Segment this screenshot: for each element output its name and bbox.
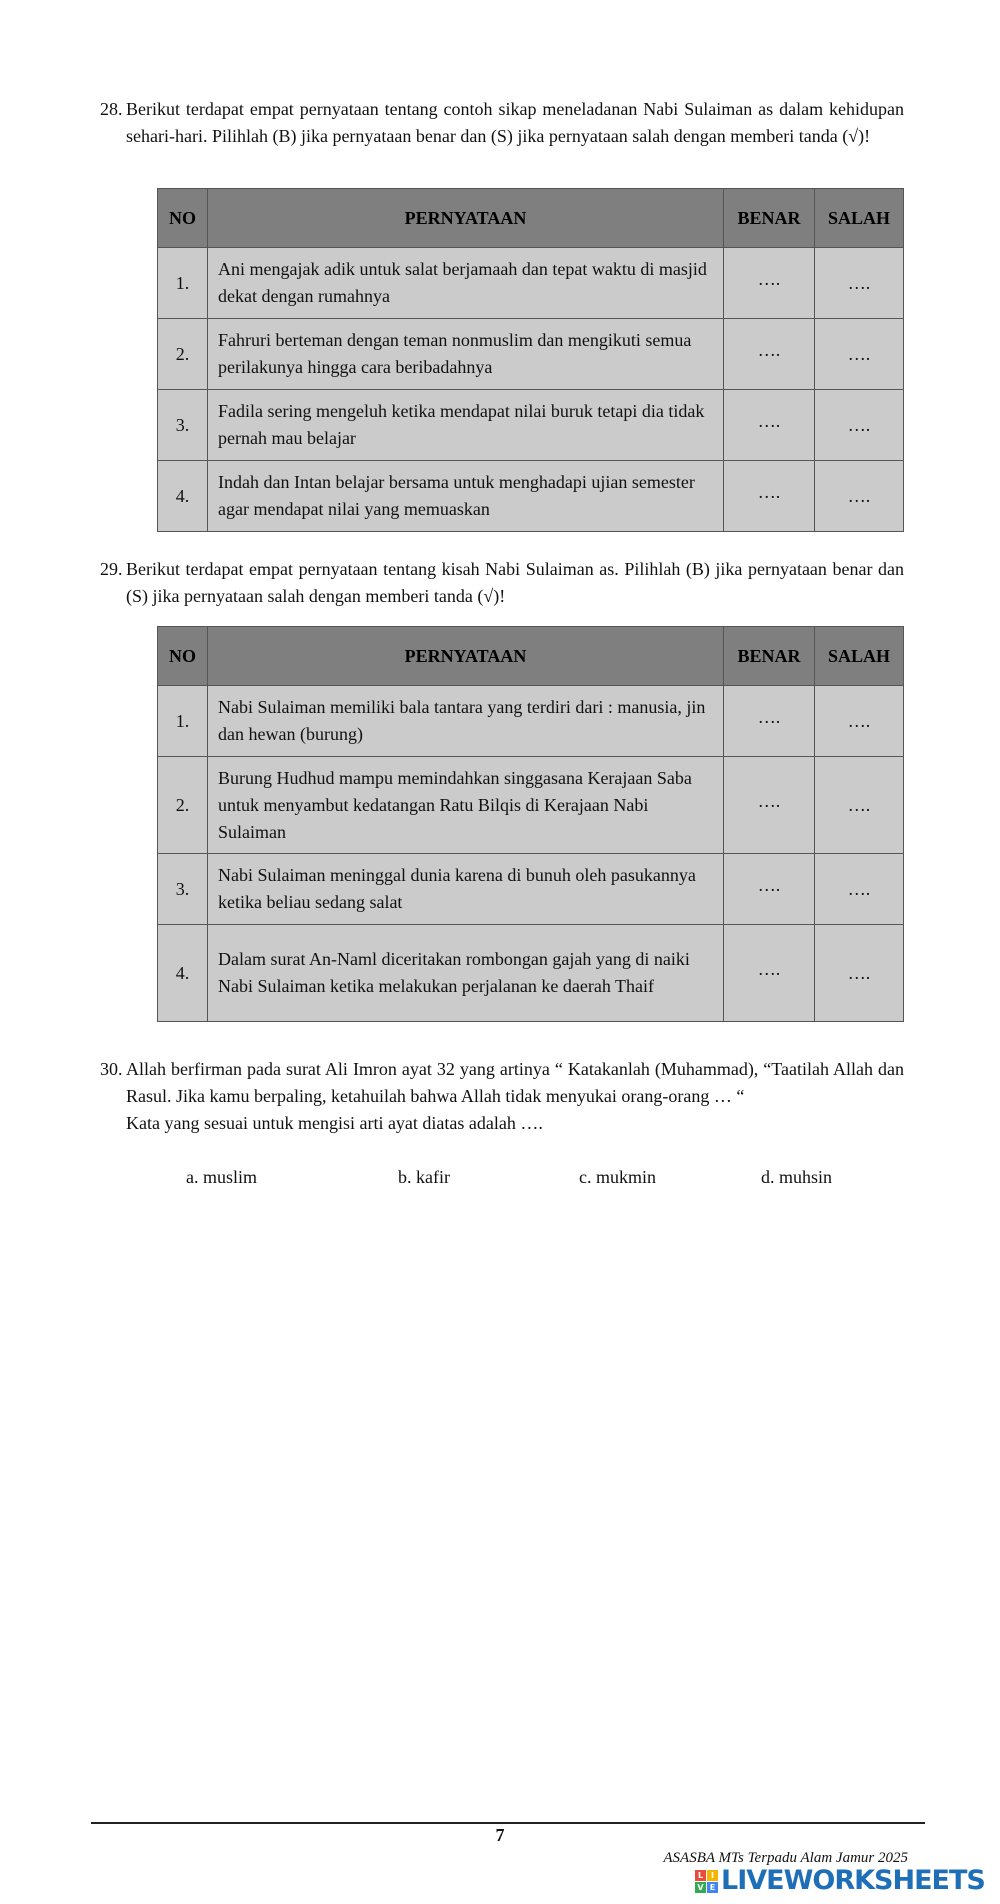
table-row: [158, 461, 904, 532]
row-number: 2.: [158, 319, 208, 390]
row-statement: Burung Hudhud mampu memindahkan singgasana Kerajaan Saba untuk menyambut kedatangan Ratu Bilqis di Kerajaan Nabi Sulaiman: [208, 757, 724, 854]
option-d[interactable]: d. muhsin: [761, 1167, 833, 1187]
table-header-row: [158, 189, 904, 248]
salah-answer-blank[interactable]: ….: [815, 319, 904, 390]
benar-answer-blank[interactable]: ….: [724, 925, 815, 1022]
question-prompt: Kata yang sesuai untuk mengisi arti ayat diatas adalah ….: [126, 1113, 543, 1133]
table-row: [158, 686, 904, 757]
salah-answer-blank[interactable]: ….: [815, 925, 904, 1022]
table-row: [158, 390, 904, 461]
row-statement: Fahruri berteman dengan teman nonmuslim dan mengikuti semua perilakunya hingga cara beribadahnya: [208, 319, 724, 390]
question-text: Berikut terdapat empat pernyataan tentang kisah Nabi Sulaiman as. Pilihlah (B) jika pernyataan benar dan (S) jika pernyataan salah dengan memberi tanda (√)!: [126, 559, 904, 606]
salah-answer-blank[interactable]: ….: [815, 390, 904, 461]
row-number: 3.: [158, 854, 208, 925]
table-row: [158, 319, 904, 390]
table-row: [158, 925, 904, 1022]
header-benar: BENAR: [724, 189, 815, 248]
header-statement: PERNYATAAN: [208, 627, 724, 686]
table-row: [158, 854, 904, 925]
row-number: 4.: [158, 925, 208, 1022]
option-c[interactable]: c. mukmin: [579, 1167, 656, 1187]
row-statement: Nabi Sulaiman meninggal dunia karena di bunuh oleh pasukannya ketika beliau sedang salat: [208, 854, 724, 925]
header-salah: SALAH: [815, 189, 904, 248]
row-statement: Fadila sering mengeluh ketika mendapat nilai buruk tetapi dia tidak pernah mau belajar: [208, 390, 724, 461]
question-30: [100, 1056, 904, 1137]
benar-answer-blank[interactable]: ….: [724, 461, 815, 532]
page-number: 7: [495, 1825, 505, 1845]
statement-table-28: [157, 188, 904, 532]
table-row: [158, 757, 904, 854]
row-statement: Nabi Sulaiman memiliki bala tantara yang terdiri dari : manusia, jin dan hewan (burung): [208, 686, 724, 757]
benar-answer-blank[interactable]: ….: [724, 686, 815, 757]
benar-answer-blank[interactable]: ….: [724, 319, 815, 390]
option-b[interactable]: b. kafir: [398, 1167, 450, 1187]
row-number: 4.: [158, 461, 208, 532]
table-row: [158, 248, 904, 319]
header-no: NO: [158, 627, 208, 686]
question-text: Allah berfirman pada surat Ali Imron ayat 32 yang artinya “ Katakanlah (Muhammad), “Taatilah Allah dan Rasul. Jika kamu berpaling, ketahuilah bahwa Allah tidak menyukai orang-orang … “: [126, 1059, 904, 1106]
footer-school-name: ASASBA MTs Terpadu Alam Jamur 2025: [663, 1850, 908, 1866]
row-statement: Indah dan Intan belajar bersama untuk menghadapi ujian semester agar mendapat nilai yang memuaskan: [208, 461, 724, 532]
question-number: 28.: [100, 99, 123, 119]
row-number: 2.: [158, 757, 208, 854]
benar-answer-blank[interactable]: ….: [724, 390, 815, 461]
header-no: NO: [158, 189, 208, 248]
question-29: [100, 556, 904, 610]
question-number: 30.: [100, 1059, 123, 1079]
salah-answer-blank[interactable]: ….: [815, 757, 904, 854]
row-statement: Ani mengajak adik untuk salat berjamaah dan tepat waktu di masjid dekat dengan rumahnya: [208, 248, 724, 319]
benar-answer-blank[interactable]: ….: [724, 757, 815, 854]
row-number: 3.: [158, 390, 208, 461]
option-a[interactable]: a. muslim: [186, 1167, 257, 1187]
table-header-row: [158, 627, 904, 686]
question-text: Berikut terdapat empat pernyataan tentang contoh sikap meneladanan Nabi Sulaiman as dalam kehidupan sehari-hari. Pilihlah (B) jika pernyataan benar dan (S) jika pernyataan salah dengan memberi tanda (√)!: [126, 99, 904, 146]
salah-answer-blank[interactable]: ….: [815, 854, 904, 925]
salah-answer-blank[interactable]: ….: [815, 461, 904, 532]
liveworksheets-logo-text: LIVEWORKSHEETS: [721, 1865, 985, 1896]
liveworksheets-logo: [695, 1866, 985, 1896]
liveworksheets-logo-icon: L I V E: [695, 1870, 718, 1893]
statement-table-29: [157, 626, 904, 1022]
header-statement: PERNYATAAN: [208, 189, 724, 248]
row-statement: Dalam surat An-Naml diceritakan rombongan gajah yang di naiki Nabi Sulaiman ketika melakukan perjalanan ke daerah Thaif: [208, 925, 724, 1022]
salah-answer-blank[interactable]: ….: [815, 248, 904, 319]
header-benar: BENAR: [724, 627, 815, 686]
question-28: [100, 96, 904, 150]
header-salah: SALAH: [815, 627, 904, 686]
row-number: 1.: [158, 248, 208, 319]
row-number: 1.: [158, 686, 208, 757]
benar-answer-blank[interactable]: ….: [724, 248, 815, 319]
salah-answer-blank[interactable]: ….: [815, 686, 904, 757]
question-number: 29.: [100, 559, 123, 579]
benar-answer-blank[interactable]: ….: [724, 854, 815, 925]
